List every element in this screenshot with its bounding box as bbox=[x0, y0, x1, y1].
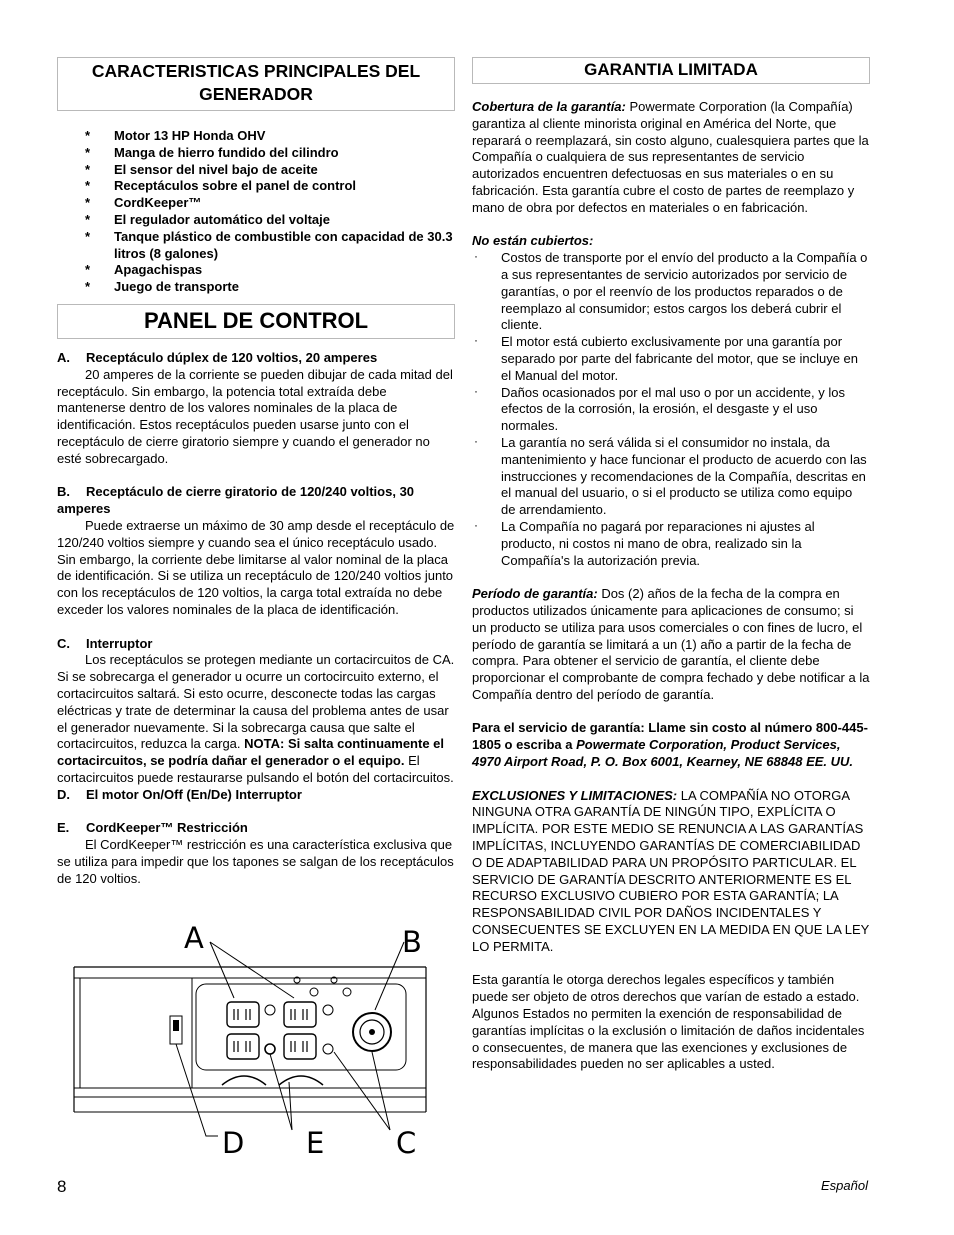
list-item: · Costos de transporte por el envío del producto a la Compañía o a sus representantes de servicio autorizados por servicio de garantías, o por el reenvío de los productos reparados o de reemplazo al consumidor; estos cargos los deberá cubrir el cliente. bbox=[474, 249, 868, 333]
section-c bbox=[57, 636, 455, 787]
warranty-rights: Esta garantía le otorga derechos legales específicos y también puede ser objeto de otros derechos que varían de estado a estado. Algunos Estados no permiten la exención de responsabilidad de garantías implícitas o la exclusión o limitación de daños incidentales o consecuentes, de manera que las exenciones y exclusiones de responsabilidades pueden no ser aplicables a usted. bbox=[472, 972, 865, 1072]
diagram-label-b: B bbox=[402, 925, 422, 959]
receptacle-icon bbox=[284, 1002, 316, 1027]
section-b bbox=[57, 484, 455, 618]
list-item: * El sensor del nivel bajo de aceite bbox=[85, 161, 318, 177]
left-column bbox=[57, 57, 455, 887]
diagram-label-d: D bbox=[222, 1126, 245, 1160]
list-item: * Tanque plástico de combustible con capacidad de 30.3 litros (8 galones) bbox=[85, 228, 453, 261]
section-c-note: NOTA: Si salta continuamente el cortacircuitos, se podría dañar el generador o el equipo. bbox=[57, 736, 445, 769]
section-a bbox=[57, 350, 455, 468]
features-list bbox=[57, 128, 455, 296]
section-b-title: B. Receptáculo de cierre giratorio de 120/240 voltios, 30 amperes bbox=[57, 484, 415, 517]
list-item: · El motor está cubierto exclusivamente por una garantía por separado por parte del fabricante del motor, que se incluye en el Manual del motor. bbox=[474, 333, 859, 383]
list-item: * Motor 13 HP Honda OHV bbox=[85, 128, 266, 143]
warranty-period: Período de garantía: Dos (2) años de la fecha de la compra en productos utilizados únicamente para aplicaciones de consumo; si un producto se utiliza para usos comerciales o con fines de lucro, el período de garantía se limitará a un (1) año a partir de la fecha de compra. Para obtener el servicio de garantía, el cliente debe proporcionar el comprobante de compra fechado y debe notificar a la Compañía dentro del período de garantía. bbox=[472, 586, 870, 702]
warranty-coverage: Cobertura de la garantía: Powermate Corporation (la Compañía) garantiza al cliente minorista original en América del Norte, que reparará o reemplazará, sin costo alguno, cualesquiera partes que la Compañía o cualquiera de sus representantes de servicio autorizados encuentren defectuosas en sus materiales o en su fabricación. Esta garantía cubre el costo de partes de reemplazo y mano de obra por defectos en materiales o en fabricación. bbox=[472, 99, 869, 215]
list-item: * Apagachispas bbox=[85, 262, 203, 278]
section-c-text: Los receptáculos se protegen mediante un cortacircuitos de CA. Si se sobrecarga el generador u ocurre un cortocircuito externo, el cortacircuitos saltará. Si esto ocurre, desconecte todas las cargas eléctricas y trate de determinar la causa del problema antes de usar el generador nuevamente. Si la sobrecarga causa que salte el cortacircuitos, reduzca la carga. NOTA: Si salta continuamente el cortacircuitos, se podría dañar el generador o el equipo. El cortacircuitos puede restaurarse pulsando el botón del cortacircuitos. bbox=[57, 652, 455, 785]
receptacle-icon bbox=[227, 1034, 259, 1059]
section-e bbox=[57, 820, 455, 887]
warranty-service: Para el servicio de garantía: Llame sin costo al número 800-445-1805 o escriba a Powermate Corporation, Product Services, 4970 Airport Road, P. O. Box 6001, Kearney, NE 68848 EE. UU. bbox=[472, 720, 868, 770]
list-item: · La garantía no será válida si el consumidor no instala, da mantenimiento y hace funcionar el producto de acuerdo con las instrucciones y recomendaciones de la Compañía, descritas en el manual del usuario, o si el producto se utiliza como equipo de arrendamiento. bbox=[474, 433, 867, 518]
section-e-text: El CordKeeper™ restricción es una característica exclusiva que se utiliza para impedir que los tapones se salgan de los receptáculos de 120 voltios. bbox=[57, 837, 454, 886]
section-b-text: Puede extraerse un máximo de 30 amp desde el receptáculo de 120/240 voltios siempre y cuando sea el único receptáculo usado. Sin embargo, la corriente debe limitarse al valor nominal de la placa de identificación. Si se utiliza un receptáculo de 120/240 voltios junto con los receptáculos de 120 voltios, la carga total extraída no debe exceder los valores nominales de la placa de identificación. bbox=[57, 517, 455, 617]
section-d bbox=[57, 787, 455, 804]
warranty-heading: GARANTIA LIMITADA bbox=[472, 57, 870, 84]
list-item: * El regulador automático del voltaje bbox=[85, 211, 330, 227]
list-item: · La Compañía no pagará por reparaciones ni ajustes al producto, ni costos ni mano de obra, realizado sin la Compañía's la autorización previa. bbox=[474, 517, 815, 568]
list-item: * Receptáculos sobre el panel de control bbox=[85, 178, 357, 194]
list-item: * Juego de transporte bbox=[85, 279, 239, 295]
not-covered-list bbox=[472, 250, 870, 569]
control-panel-diagram bbox=[72, 922, 432, 1162]
control-panel-svg bbox=[72, 922, 432, 1162]
section-c-title: C. Interruptor bbox=[57, 635, 153, 651]
section-e-title: E. CordKeeper™ Restricción bbox=[57, 820, 248, 836]
right-column bbox=[472, 57, 870, 1073]
list-item: * Manga de hierro fundido del cilindro bbox=[85, 144, 339, 160]
section-d-title: D. El motor On/Off (En/De) Interruptor bbox=[57, 786, 302, 802]
list-item: * CordKeeper™ bbox=[85, 195, 202, 211]
warranty-not-covered: No están cubiertos: · Costos de transporte por el envío del producto a la Compañía o a sus representantes de servicio autorizados por servicio de garantías, o por el reenvío de los productos reparados o de reemplazo al consumidor; estos cargos los deberá cubrir el cliente. · El motor está cubierto exclusivamente por una garantía por separado por parte del fabricante del motor, que se incluye en el Manual del motor. · Daños ocasionados por el mal uso o por un accidente, y los efectos de la corrosión, la erosión, el desgaste y el uso normales. · La garantía no será válida si el consumidor no instala, da mantenimiento y hace funcionar el producto de acuerdo con las instrucciones y recomendaciones de la Compañía, descritas en el manual del usuario, o si el producto se utiliza como equipo de arrendamiento. · La Compañía no pagará por reparaciones ni ajustes al producto, ni costos ni mano de obra, realizado sin la Compañía's la autorización previa. bbox=[472, 233, 870, 569]
section-a-text: 20 amperes de la corriente se pueden dibujar de cada mitad del receptáculo. Sin embargo, la potencia total extraída debe mantenerse dentro de los valores nominales de la placa de identificación. Estos receptáculos pueden usarse junto con el receptáculo de cierre giratorio siempre y cuando el generador no esté sobrecargado. bbox=[57, 366, 453, 466]
warranty-exclusions: EXCLUSIONES Y LIMITACIONES: LA COMPAÑÍA NO OTORGA NINGUNA OTRA GARANTÍA DE NINGÚN TIPO, EXPLÍCITA O IMPLÍCITA. POR ESTE MEDIO SE RENUNCIA A LAS GARANTÍAS IMPLÍCITAS, INCLUYENDO GARANTÍAS DE COMERCIABILIDAD O DE ADAPTABILIDAD PARA UN PROPÓSITO PARTICULAR. EL SERVICIO DE GARANTÍA DESCRITO ANTERIORMENTE ES EL RECURSO EXCLUSIVO CUBIERO POR ESTA GARANTÍA; LA RESPONSABILIDAD CIVIL POR DAÑOS INCIDENTALES Y CONSECUENTES SE EXCLUYEN EN LA MEDIDA EN QUE LA LEY LO PERMITA. bbox=[472, 787, 870, 954]
panel-heading: PANEL DE CONTROL bbox=[57, 304, 455, 339]
diagram-label-a: A bbox=[184, 922, 204, 955]
section-a-title: A. Receptáculo dúplex de 120 voltios, 20 amperes bbox=[57, 349, 378, 365]
diagram-label-e: E bbox=[306, 1126, 325, 1160]
footer-language: Español bbox=[821, 1178, 868, 1193]
receptacle-icon bbox=[284, 1034, 316, 1059]
diagram-label-c: C bbox=[396, 1126, 417, 1160]
list-item: · Daños ocasionados por el mal uso o por un accidente, y los efectos de la corrosión, la erosión, el desgaste y el uso normales. bbox=[474, 383, 845, 434]
receptacle-icon bbox=[227, 1002, 259, 1027]
page-number: 8 bbox=[57, 1177, 67, 1196]
features-heading: CARACTERISTICAS PRINCIPALES DEL GENERADOR bbox=[57, 57, 455, 111]
